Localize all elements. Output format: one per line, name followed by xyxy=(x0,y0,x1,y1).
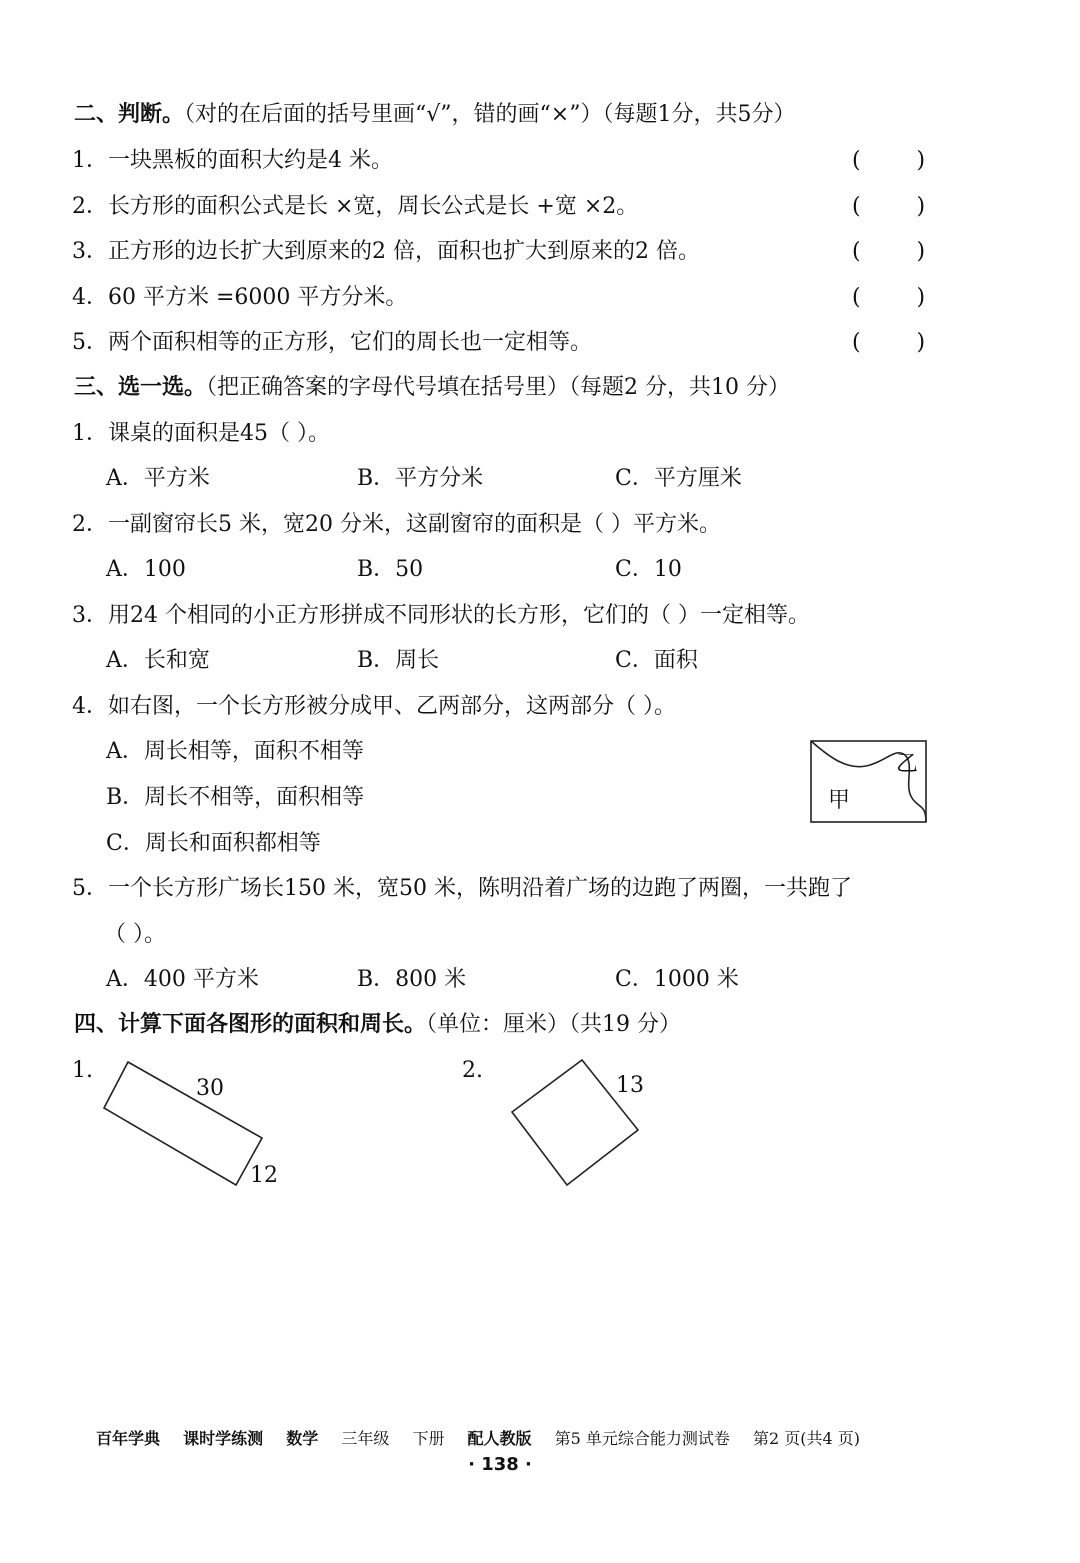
option-a[interactable]: A．平方米 xyxy=(106,466,210,491)
answer-bracket[interactable]: ( ) xyxy=(852,148,926,173)
figure-1-number: 1. xyxy=(72,1058,93,1083)
width-label: 12 xyxy=(250,1163,278,1188)
choice-question-1: 1．课桌的面积是45（ ）。 xyxy=(72,421,330,446)
footer-edition: 配人教版 xyxy=(467,1429,532,1448)
option-a[interactable]: A．100 xyxy=(106,557,186,582)
option-a[interactable]: A．长和宽 xyxy=(106,648,210,673)
option-b[interactable]: B．50 xyxy=(357,557,424,582)
choice-question-3: 3．用24 个相同的小正方形拼成不同形状的长方形，它们的（ ）一定相等。 xyxy=(72,603,810,628)
section-choose-heading xyxy=(74,373,790,403)
option-b[interactable]: B．800 米 xyxy=(357,967,467,992)
answer-bracket[interactable]: ( ) xyxy=(852,194,926,219)
footer-grade: 三年级 xyxy=(341,1429,390,1448)
rectangle-figure xyxy=(90,1050,290,1200)
section-title: 二、判断。 xyxy=(74,102,185,127)
footer-series: 课时学练测 xyxy=(183,1429,264,1448)
section-title: 三、选一选。 xyxy=(74,375,207,400)
section-calc-heading xyxy=(74,1010,681,1040)
section-instruction: （对的在后面的括号里画“√”，错的画“×”）（每题1分，共5分） xyxy=(184,102,796,127)
square-figure xyxy=(500,1050,650,1190)
footer-brand: 百年学典 xyxy=(96,1429,161,1448)
answer-bracket[interactable]: ( ) xyxy=(852,239,926,264)
footer-page: 第2 页(共4 页) xyxy=(753,1429,861,1448)
answer-bracket[interactable]: ( ) xyxy=(852,330,926,355)
option-a[interactable]: A．400 平方米 xyxy=(106,967,259,992)
section-title: 四、计算下面各图形的面积和周长。 xyxy=(74,1012,427,1037)
choice-question-2: 2．一副窗帘长5 米，宽20 分米，这副窗帘的面积是（ ）平方米。 xyxy=(72,512,721,537)
option-c[interactable]: C．周长和面积都相等 xyxy=(106,831,321,856)
page-footer xyxy=(96,1428,878,1450)
section-judge-heading xyxy=(74,100,795,130)
figure-2-number: 2. xyxy=(462,1058,483,1083)
judge-item-4: 4．60 平方米 =6000 平方分米。 xyxy=(72,285,408,310)
option-c[interactable]: C．10 xyxy=(615,557,682,582)
divided-rectangle-figure xyxy=(808,738,930,826)
length-label: 30 xyxy=(196,1076,224,1101)
option-c[interactable]: C．1000 米 xyxy=(615,967,739,992)
judge-item-5: 5．两个面积相等的正方形，它们的周长也一定相等。 xyxy=(72,330,592,355)
footer-test: 第5 单元综合能力测试卷 xyxy=(554,1429,730,1448)
choice-question-5: 5．一个长方形广场长150 米，宽50 米，陈明沿着广场的边跑了两圈，一共跑了 xyxy=(72,876,852,901)
footer-volume: 下册 xyxy=(412,1429,445,1448)
option-b[interactable]: B．周长 xyxy=(357,648,440,673)
option-b[interactable]: B．平方分米 xyxy=(357,466,484,491)
section-instruction: （单位：厘米）（共19 分） xyxy=(426,1012,682,1037)
judge-item-3: 3．正方形的边长扩大到原来的2 倍，面积也扩大到原来的2 倍。 xyxy=(72,239,700,264)
label-yi: 乙 xyxy=(896,752,919,777)
side-label: 13 xyxy=(616,1073,644,1098)
answer-bracket[interactable]: ( ) xyxy=(852,285,926,310)
section-instruction: （把正确答案的字母代号填在括号里）（每题2 分，共10 分） xyxy=(206,375,790,400)
option-c[interactable]: C．面积 xyxy=(615,648,698,673)
option-c[interactable]: C．平方厘米 xyxy=(615,466,742,491)
footer-subject: 数学 xyxy=(286,1429,319,1448)
page-number: · 138 · xyxy=(468,1454,532,1475)
option-a[interactable]: A．周长相等，面积不相等 xyxy=(106,739,364,764)
label-jia: 甲 xyxy=(828,788,851,813)
choice-question-5-blank: （ ）。 xyxy=(104,922,166,947)
judge-item-1: 1．一块黑板的面积大约是4 米。 xyxy=(72,148,393,173)
choice-question-4: 4．如右图，一个长方形被分成甲、乙两部分，这两部分（ ）。 xyxy=(72,694,676,719)
option-b[interactable]: B．周长不相等，面积相等 xyxy=(106,785,365,810)
judge-item-2: 2．长方形的面积公式是长 ×宽，周长公式是长 +宽 ×2。 xyxy=(72,194,639,219)
